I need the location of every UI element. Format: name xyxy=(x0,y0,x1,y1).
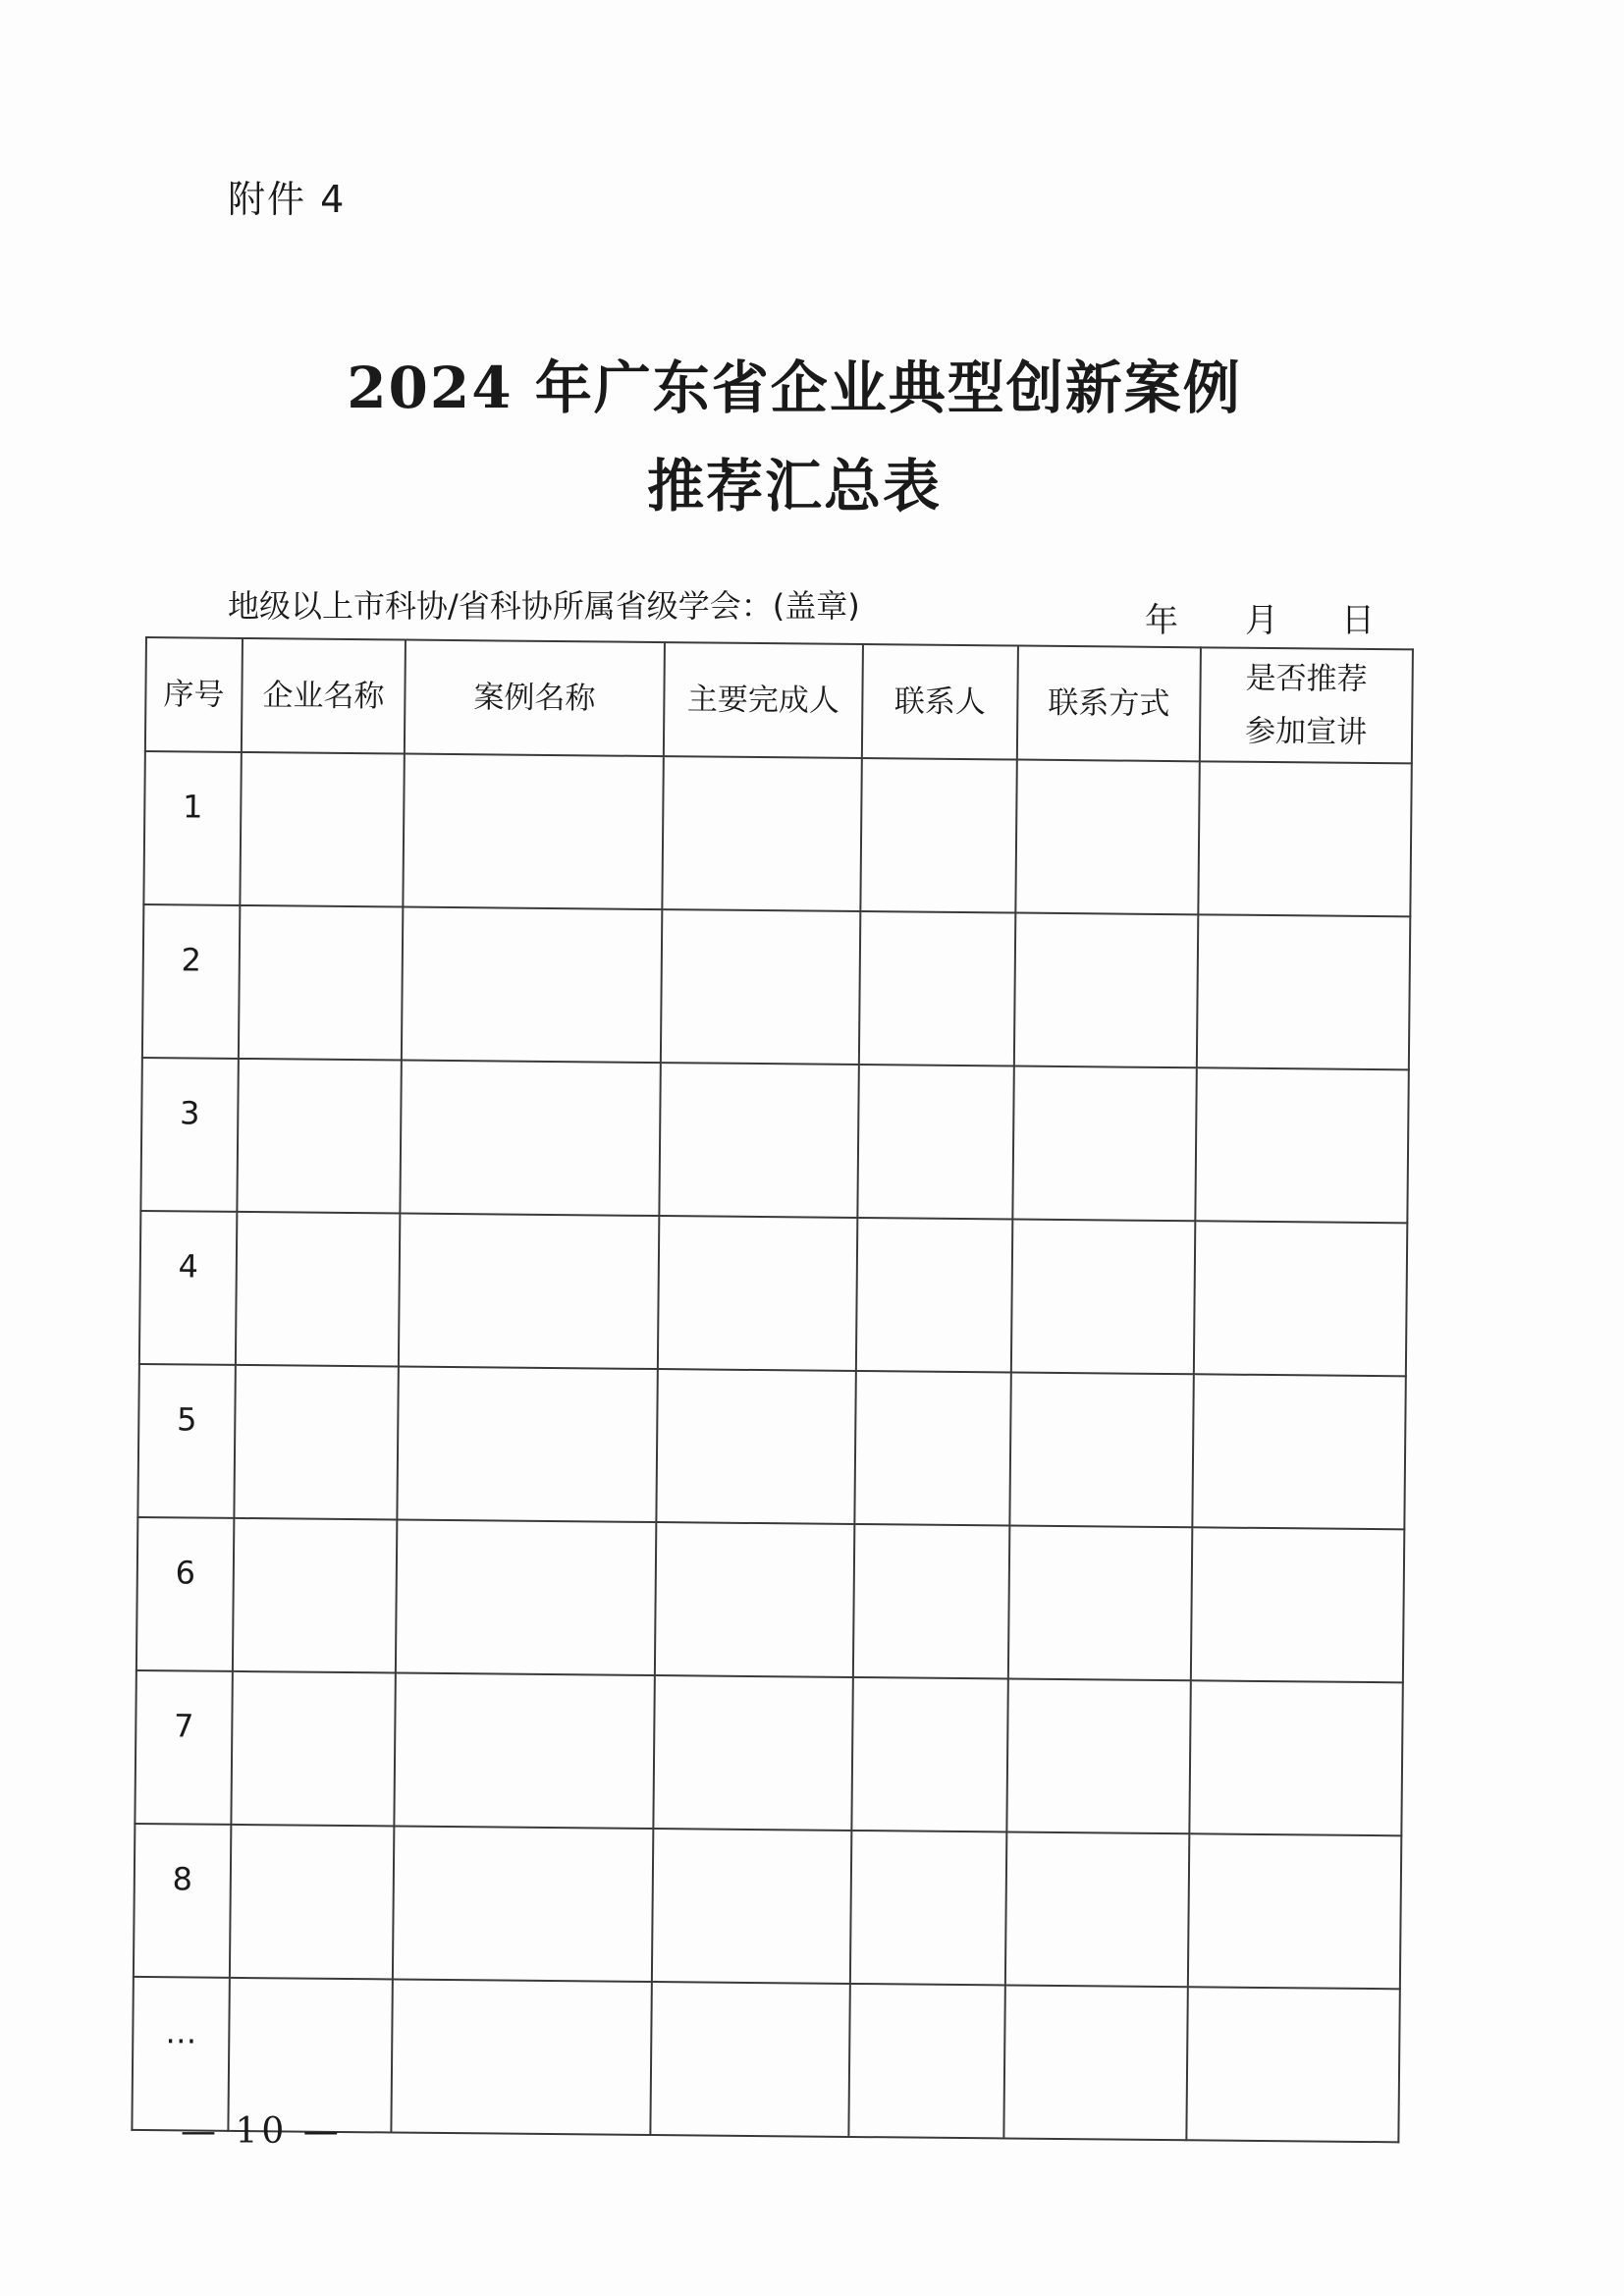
date-year-label: 年 xyxy=(1145,601,1178,640)
case-name-cell[interactable] xyxy=(400,1061,660,1217)
case-name-cell[interactable] xyxy=(397,1367,657,1523)
row-serial-number: 7 xyxy=(135,1670,232,1825)
contact-person-cell[interactable] xyxy=(856,1218,1012,1373)
contact-person-cell[interactable] xyxy=(851,1677,1007,1832)
summary-table-wrapper xyxy=(135,636,1412,2051)
recommend-presentation-cell[interactable] xyxy=(1189,1680,1402,1835)
table-row xyxy=(143,751,1411,916)
contact-person-cell[interactable] xyxy=(850,1831,1006,1986)
contact-person-cell[interactable] xyxy=(854,1371,1010,1526)
attachment-label: 附件 4 xyxy=(228,178,347,221)
contact-person-cell[interactable] xyxy=(848,1984,1004,2139)
date-day-label: 日 xyxy=(1341,601,1375,640)
recommend-presentation-cell[interactable] xyxy=(1195,1067,1408,1223)
recommend-presentation-cell[interactable] xyxy=(1186,1987,1399,2142)
header-serial-number: 序号 xyxy=(145,637,243,752)
header-recommend-line1: 是否推荐 xyxy=(1245,660,1368,697)
company-name-cell[interactable] xyxy=(240,752,404,907)
company-name-cell[interactable] xyxy=(230,1825,394,1980)
main-contributors-cell[interactable] xyxy=(652,1829,851,1984)
contact-info-cell[interactable] xyxy=(1009,1372,1193,1527)
main-contributors-cell[interactable] xyxy=(659,1063,858,1218)
row-serial-number: … xyxy=(132,1977,229,2131)
table-row xyxy=(139,1211,1407,1376)
recommend-presentation-cell[interactable] xyxy=(1197,914,1410,1069)
organization-seal-line: 地级以上市科协/省科协所属省级学会：(盖章) xyxy=(228,587,860,625)
company-name-cell[interactable] xyxy=(237,1059,401,1214)
contact-info-cell[interactable] xyxy=(1012,1066,1196,1222)
case-name-cell[interactable] xyxy=(391,1979,651,2135)
table-row xyxy=(142,904,1410,1069)
company-name-cell[interactable] xyxy=(236,1212,400,1367)
main-contributors-cell[interactable] xyxy=(650,1982,849,2137)
case-name-cell[interactable] xyxy=(399,1214,659,1370)
company-name-cell[interactable] xyxy=(231,1671,395,1827)
company-name-cell[interactable] xyxy=(234,1365,398,1520)
contact-info-cell[interactable] xyxy=(1011,1220,1195,1375)
form-title-line2: 推荐汇总表 xyxy=(646,453,942,519)
header-recommend-line2: 参加宣讲 xyxy=(1244,713,1368,750)
contact-person-cell[interactable] xyxy=(853,1524,1009,1679)
case-name-cell[interactable] xyxy=(396,1520,656,1676)
main-contributors-cell[interactable] xyxy=(656,1369,855,1524)
header-main-contributors: 主要完成人 xyxy=(664,642,863,758)
row-serial-number: 4 xyxy=(139,1211,237,1365)
contact-info-cell[interactable] xyxy=(1003,1985,1187,2140)
form-title-line1: 2024 年广东省企业典型创新案例 xyxy=(347,355,1242,421)
row-serial-number: 5 xyxy=(137,1364,235,1518)
row-serial-number: 2 xyxy=(142,904,240,1059)
main-contributors-cell[interactable] xyxy=(655,1522,854,1677)
page-number: — 10 — xyxy=(181,2111,343,2152)
row-serial-number: 3 xyxy=(140,1058,238,1212)
contact-info-cell[interactable] xyxy=(1006,1678,1190,1833)
table-header-row xyxy=(145,637,1413,763)
main-contributors-cell[interactable] xyxy=(658,1216,857,1371)
header-recommend-presentation xyxy=(1200,647,1413,763)
table-row xyxy=(140,1058,1408,1223)
main-contributors-cell[interactable] xyxy=(653,1675,852,1831)
contact-person-cell[interactable] xyxy=(860,758,1016,913)
header-company-name: 企业名称 xyxy=(242,638,406,754)
table-body xyxy=(132,751,1411,2142)
case-name-cell[interactable] xyxy=(403,754,663,910)
row-serial-number: 1 xyxy=(143,751,241,905)
recommend-presentation-cell[interactable] xyxy=(1191,1527,1404,1682)
recommend-presentation-cell[interactable] xyxy=(1198,761,1411,916)
header-contact-info: 联系方式 xyxy=(1017,646,1201,762)
contact-person-cell[interactable] xyxy=(859,911,1015,1066)
row-serial-number: 8 xyxy=(134,1824,231,1978)
recommend-presentation-cell[interactable] xyxy=(1192,1374,1405,1529)
main-contributors-cell[interactable] xyxy=(662,756,861,911)
company-name-cell[interactable] xyxy=(239,905,403,1061)
table-row xyxy=(135,1670,1402,1835)
table-row xyxy=(136,1517,1404,1682)
case-name-cell[interactable] xyxy=(402,907,662,1064)
header-contact-person: 联系人 xyxy=(862,644,1018,760)
contact-person-cell[interactable] xyxy=(857,1065,1013,1220)
contact-info-cell[interactable] xyxy=(1005,1831,1189,1987)
company-name-cell[interactable] xyxy=(228,1978,392,2133)
main-contributors-cell[interactable] xyxy=(661,909,860,1065)
date-month-label: 月 xyxy=(1245,601,1278,640)
recommend-presentation-cell[interactable] xyxy=(1194,1221,1407,1376)
table-row xyxy=(137,1364,1405,1529)
case-name-cell[interactable] xyxy=(394,1672,654,1829)
contact-info-cell[interactable] xyxy=(1015,760,1199,915)
contact-info-cell[interactable] xyxy=(1008,1525,1192,1680)
table-row xyxy=(134,1824,1401,1989)
recommend-presentation-cell[interactable] xyxy=(1188,1833,1401,1989)
row-serial-number: 6 xyxy=(136,1517,234,1671)
summary-table xyxy=(131,636,1414,2143)
header-case-name: 案例名称 xyxy=(405,640,665,757)
case-name-cell[interactable] xyxy=(393,1826,653,1982)
contact-info-cell[interactable] xyxy=(1014,913,1198,1068)
company-name-cell[interactable] xyxy=(233,1518,397,1673)
